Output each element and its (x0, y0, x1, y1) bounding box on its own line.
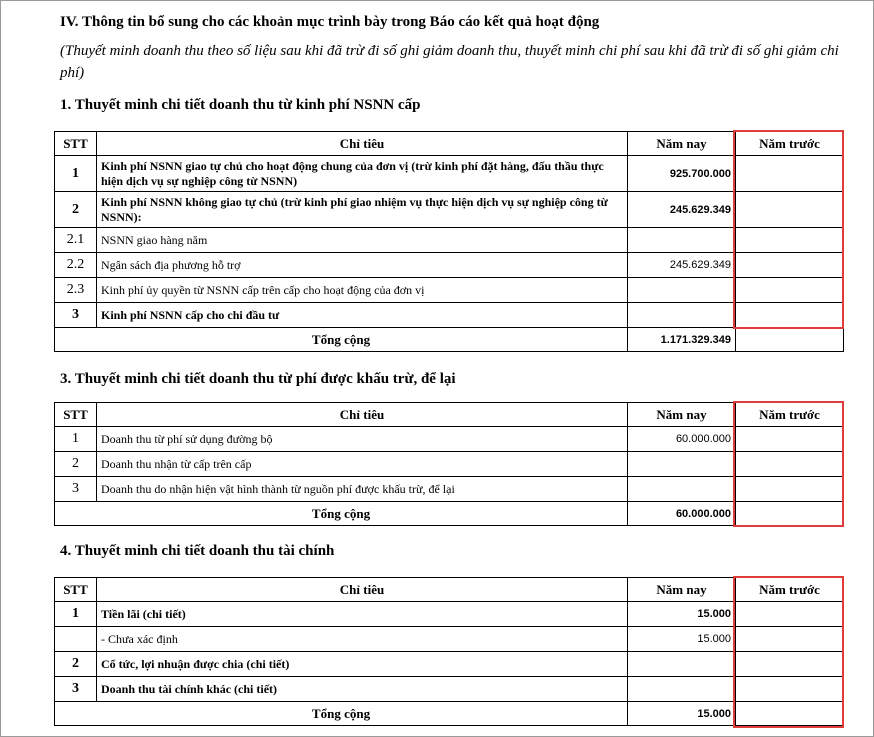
table-row (55, 253, 844, 278)
row-current (628, 452, 736, 477)
table-row (55, 652, 844, 677)
table-fee-revenue (54, 402, 844, 526)
table-row (55, 602, 844, 627)
section-4-title: 4. Thuyết minh chi tiết doanh thu tài chính (60, 543, 335, 559)
row-stt: 3 (55, 303, 97, 328)
header-name: Chỉ tiêu (97, 132, 628, 156)
row-current: 245.629.349 (628, 192, 736, 228)
row-current (628, 228, 736, 253)
row-stt: 1 (55, 602, 97, 627)
row-current (628, 652, 736, 677)
row-name: Doanh thu do nhận hiện vật hình thành từ nguồn phí được khấu trừ, để lại (97, 477, 628, 502)
page-heading: IV. Thông tin bổ sung cho các khoản mục trình bày trong Báo cáo kết quả hoạt động (60, 14, 600, 30)
total-current: 15.000 (628, 702, 736, 726)
row-stt: 2 (55, 652, 97, 677)
header-stt: STT (55, 132, 97, 156)
table-row (55, 192, 844, 228)
total-label: Tổng cộng (55, 502, 628, 526)
table-row (55, 677, 844, 702)
table-row (55, 156, 844, 192)
row-current: 15.000 (628, 602, 736, 627)
table-row (55, 303, 844, 328)
row-stt: 3 (55, 677, 97, 702)
section-3-title: 3. Thuyết minh chi tiết doanh thu từ phí được khấu trừ, để lại (60, 371, 456, 387)
total-current: 1.171.329.349 (628, 328, 736, 352)
header-current: Năm nay (628, 578, 736, 602)
row-current: 245.629.349 (628, 253, 736, 278)
row-name: Kinh phí ủy quyền từ NSNN cấp trên cấp cho hoạt động của đơn vị (97, 278, 628, 303)
row-name: Doanh thu từ phí sử dụng đường bộ (97, 427, 628, 452)
table-total-row (55, 328, 844, 352)
row-stt: 1 (55, 427, 97, 452)
table-row (55, 477, 844, 502)
row-name: Kinh phí NSNN giao tự chủ cho hoạt động chung của đơn vị (trừ kinh phí đặt hàng, đấu thầu thực hiện dịch vụ sự nghiệp công từ NSNN) (97, 156, 628, 192)
table-header-row (55, 578, 844, 602)
header-current: Năm nay (628, 403, 736, 427)
row-stt: 2.2 (55, 253, 97, 278)
total-previous (736, 328, 844, 352)
row-name: Cổ tức, lợi nhuận được chia (chi tiết) (97, 652, 628, 677)
row-current: 15.000 (628, 627, 736, 652)
row-name: Doanh thu tài chính khác (chi tiết) (97, 677, 628, 702)
table-row (55, 228, 844, 253)
section-1-title: 1. Thuyết minh chi tiết doanh thu từ kinh phí NSNN cấp (60, 97, 421, 113)
row-stt: 2 (55, 192, 97, 228)
row-current (628, 477, 736, 502)
row-stt: 2.1 (55, 228, 97, 253)
table-nsnn-revenue (54, 131, 844, 352)
table-total-row (55, 502, 844, 526)
row-stt: 1 (55, 156, 97, 192)
table-total-row (55, 702, 844, 726)
row-name: Kinh phí NSNN không giao tự chủ (trừ kinh phí giao nhiệm vụ thực hiện dịch vụ sự nghiệp công từ NSNN): (97, 192, 628, 228)
previous-year-highlight (733, 130, 844, 329)
row-name: Ngân sách địa phương hỗ trợ (97, 253, 628, 278)
row-name: - Chưa xác định (97, 627, 628, 652)
table-row (55, 627, 844, 652)
header-previous: Năm trước (736, 578, 844, 602)
row-stt: 2 (55, 452, 97, 477)
row-current (628, 278, 736, 303)
table-financial-revenue (54, 577, 844, 726)
total-label: Tổng cộng (55, 702, 628, 726)
row-name: Doanh thu nhận từ cấp trên cấp (97, 452, 628, 477)
header-name: Chỉ tiêu (97, 403, 628, 427)
row-name: NSNN giao hàng năm (97, 228, 628, 253)
row-name: Kinh phí NSNN cấp cho chi đầu tư (97, 303, 628, 328)
row-stt: 3 (55, 477, 97, 502)
header-current: Năm nay (628, 132, 736, 156)
header-stt: STT (55, 578, 97, 602)
page-note: (Thuyết minh doanh thu theo số liệu sau khi đã trừ đi số ghi giảm doanh thu, thuyết minh chi phí sau khi đã trừ đi số ghi giảm chi phí) (60, 43, 839, 81)
previous-year-highlight (733, 576, 844, 728)
row-current: 60.000.000 (628, 427, 736, 452)
table-header-row (55, 403, 844, 427)
header-previous: Năm trước (736, 403, 844, 427)
row-name: Tiền lãi (chi tiết) (97, 602, 628, 627)
total-current: 60.000.000 (628, 502, 736, 526)
row-current: 925.700.000 (628, 156, 736, 192)
table-row (55, 427, 844, 452)
table-row (55, 452, 844, 477)
table-row (55, 278, 844, 303)
header-name: Chỉ tiêu (97, 578, 628, 602)
row-stt (55, 627, 97, 652)
header-previous: Năm trước (736, 132, 844, 156)
table-header-row (55, 132, 844, 156)
total-label: Tổng cộng (55, 328, 628, 352)
row-current (628, 303, 736, 328)
previous-year-highlight (733, 401, 844, 527)
row-current (628, 677, 736, 702)
header-stt: STT (55, 403, 97, 427)
row-stt: 2.3 (55, 278, 97, 303)
